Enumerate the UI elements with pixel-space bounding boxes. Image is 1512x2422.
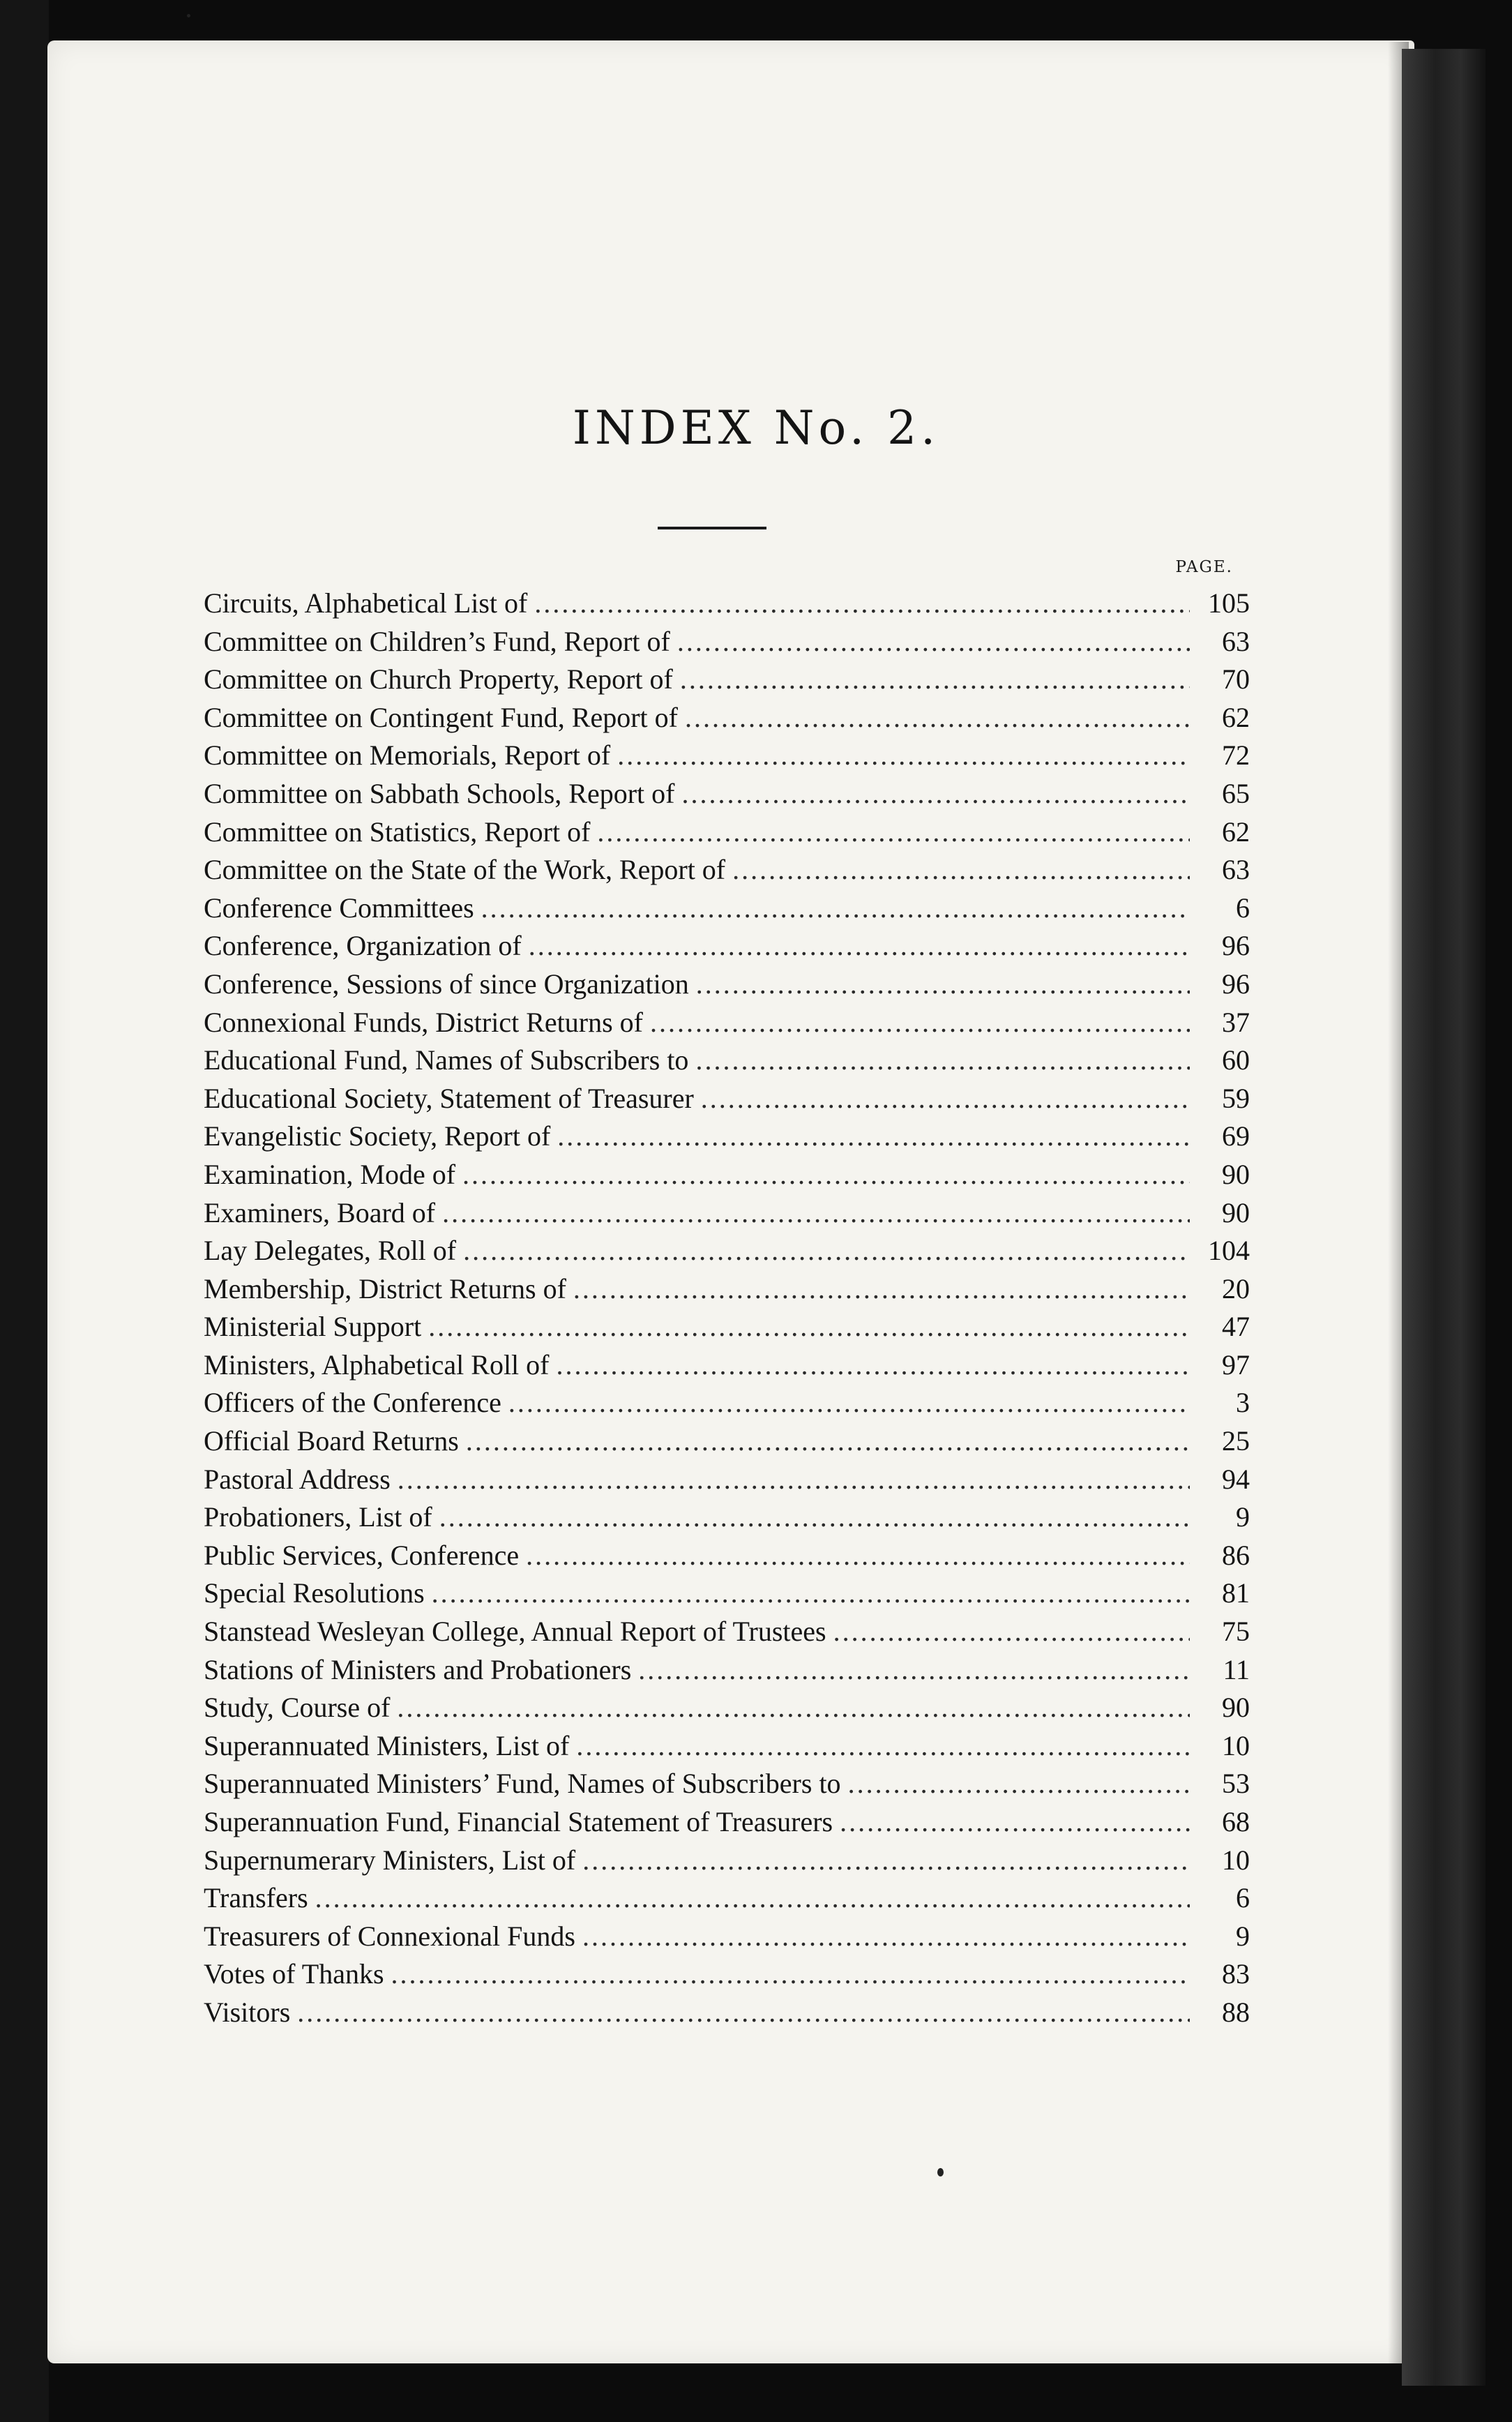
dot-leader: [695, 1046, 1190, 1074]
index-entry: [204, 1120, 1250, 1158]
dot-leader: [685, 704, 1190, 732]
index-entry: [204, 1234, 1250, 1272]
dot-leader: [557, 1351, 1190, 1379]
entry-page-number: 88: [1222, 1996, 1250, 2028]
entry-page-number: 20: [1222, 1272, 1250, 1304]
entry-page-number: 97: [1222, 1348, 1250, 1381]
entry-label: Public Services, Conference: [204, 1539, 520, 1571]
index-entry: [204, 1424, 1250, 1463]
page-title: INDEX No. 2.: [572, 401, 940, 455]
dot-leader: [617, 742, 1190, 769]
dot-leader: [439, 1503, 1190, 1531]
index-entry: [204, 1348, 1250, 1387]
entry-label: Committee on Memorials, Report of: [204, 739, 611, 772]
entry-page-number: 96: [1222, 930, 1250, 962]
entry-page-number: 3: [1236, 1387, 1250, 1419]
entry-label: Stations of Ministers and Probationers: [204, 1653, 632, 1685]
dot-leader: [696, 970, 1190, 998]
entry-page-number: 90: [1222, 1692, 1250, 1724]
index-entry: [204, 1158, 1250, 1196]
index-entry: [204, 815, 1250, 854]
dot-leader: [677, 628, 1190, 656]
dot-leader: [398, 1466, 1190, 1494]
dot-leader: [650, 1009, 1190, 1037]
index-entry: [204, 1615, 1250, 1653]
dot-leader: [432, 1579, 1190, 1607]
entry-label: Official Board Returns: [204, 1425, 459, 1457]
entry-label: Ministerial Support: [204, 1311, 422, 1343]
dot-leader: [526, 1542, 1190, 1570]
index-entry: [204, 1500, 1250, 1539]
entry-page-number: 70: [1222, 663, 1250, 695]
entry-page-number: 25: [1222, 1425, 1250, 1457]
entry-label: Stanstead Wesleyan College, Annual Report of Trustees: [204, 1616, 826, 1648]
dot-leader: [576, 1732, 1190, 1760]
entry-label: Membership, District Returns of: [204, 1272, 566, 1304]
index-entry: [204, 1386, 1250, 1424]
entry-label: Conference Committees: [204, 892, 474, 924]
entry-label: Superannuation Fund, Financial Statement of Treasurers: [204, 1806, 833, 1837]
entry-page-number: 9: [1236, 1501, 1250, 1533]
index-entry: [204, 1729, 1250, 1768]
index-entry: [204, 1920, 1250, 1958]
ink-speck: [937, 2168, 944, 2176]
entry-label: Examiners, Board of: [204, 1196, 436, 1228]
index-entry: [204, 968, 1250, 1006]
entry-label: Committee on Children’s Fund, Report of: [204, 625, 670, 657]
entry-label: Committee on Sabbath Schools, Report of: [204, 777, 675, 809]
title-rule: [658, 527, 766, 529]
index-entry: [204, 1767, 1250, 1805]
entry-label: Pastoral Address: [204, 1463, 391, 1495]
index-entry: [204, 1310, 1250, 1348]
dot-leader: [534, 589, 1190, 617]
index-entry: [204, 929, 1250, 968]
dot-leader: [680, 665, 1190, 693]
index-entry: [204, 1196, 1250, 1235]
entry-label: Committee on Contingent Fund, Report of: [204, 701, 678, 733]
entry-page-number: 69: [1222, 1120, 1250, 1152]
entry-page-number: 90: [1222, 1158, 1250, 1190]
dot-leader: [557, 1122, 1190, 1150]
entry-label: Special Resolutions: [204, 1577, 425, 1609]
entry-label: Supernumerary Ministers, List of: [204, 1844, 576, 1876]
dot-leader: [463, 1237, 1190, 1265]
entry-label: Officers of the Conference: [204, 1387, 501, 1419]
dot-leader: [582, 1846, 1190, 1874]
entry-page-number: 72: [1222, 739, 1250, 772]
entry-label: Committee on Statistics, Report of: [204, 815, 591, 848]
entry-page-number: 10: [1222, 1729, 1250, 1761]
dot-leader: [397, 1694, 1190, 1722]
dot-leader: [442, 1199, 1190, 1227]
dot-leader: [582, 1923, 1190, 1950]
book-edge: [1402, 49, 1485, 2386]
entry-page-number: 6: [1236, 892, 1250, 924]
entry-label: Lay Delegates, Roll of: [204, 1235, 457, 1267]
entry-page-number: 63: [1222, 625, 1250, 657]
entry-label: Educational Fund, Names of Subscribers to: [204, 1044, 689, 1076]
entry-page-number: 68: [1222, 1806, 1250, 1837]
entry-label: Committee on the State of the Work, Report of: [204, 854, 726, 886]
index-entry: [204, 739, 1250, 777]
entry-label: Educational Society, Statement of Treasurer: [204, 1082, 694, 1114]
dot-leader: [732, 856, 1190, 884]
entry-page-number: 62: [1222, 701, 1250, 733]
entry-label: Circuits, Alphabetical List of: [204, 587, 528, 619]
entry-page-number: 63: [1222, 854, 1250, 886]
dot-leader: [428, 1313, 1190, 1341]
index-entry: [204, 1996, 1250, 2034]
dot-leader: [573, 1275, 1190, 1303]
entry-label: Evangelistic Society, Report of: [204, 1120, 551, 1152]
dot-leader: [391, 1960, 1190, 1988]
dot-leader: [682, 780, 1190, 808]
dot-leader: [481, 894, 1190, 922]
entry-label: Committee on Church Property, Report of: [204, 663, 673, 695]
entry-page-number: 104: [1208, 1235, 1250, 1267]
entry-label: Superannuated Ministers, List of: [204, 1729, 570, 1761]
entry-page-number: 105: [1208, 587, 1250, 619]
index-entry: [204, 1044, 1250, 1082]
entry-label: Connexional Funds, District Returns of: [204, 1006, 643, 1038]
index-entry: [204, 701, 1250, 739]
index-entry: [204, 1272, 1250, 1311]
index-entry: [204, 777, 1250, 815]
entry-page-number: 6: [1236, 1882, 1250, 1914]
entry-page-number: 10: [1222, 1844, 1250, 1876]
dot-leader: [848, 1770, 1190, 1798]
entry-page-number: 86: [1222, 1539, 1250, 1571]
entry-label: Examination, Mode of: [204, 1158, 456, 1190]
dot-leader: [466, 1427, 1190, 1455]
dot-leader: [597, 818, 1190, 846]
entry-page-number: 60: [1222, 1044, 1250, 1076]
index-entry: [204, 1577, 1250, 1615]
page-column-header: PAGE.: [1175, 558, 1233, 576]
scan-left-edge: [0, 0, 49, 2422]
entry-label: Treasurers of Connexional Funds: [204, 1920, 575, 1952]
entry-page-number: 53: [1222, 1768, 1250, 1800]
entry-page-number: 83: [1222, 1958, 1250, 1990]
entry-page-number: 75: [1222, 1616, 1250, 1648]
entry-page-number: 81: [1222, 1577, 1250, 1609]
index-entry: [204, 663, 1250, 701]
entry-page-number: 90: [1222, 1196, 1250, 1228]
index-entry: [204, 1691, 1250, 1729]
dot-leader: [833, 1618, 1190, 1646]
index-list: [204, 587, 1250, 2034]
entry-page-number: 94: [1222, 1463, 1250, 1495]
entry-label: Conference, Sessions of since Organization: [204, 968, 689, 1000]
dot-leader: [315, 1884, 1190, 1912]
index-entry: [204, 1082, 1250, 1120]
entry-label: Probationers, List of: [204, 1501, 432, 1533]
dot-leader: [638, 1656, 1190, 1684]
index-entry: [204, 1957, 1250, 1996]
dot-leader: [701, 1085, 1190, 1113]
dot-leader: [529, 932, 1190, 960]
index-entry: [204, 1805, 1250, 1844]
entry-page-number: 96: [1222, 968, 1250, 1000]
index-entry: [204, 587, 1250, 625]
entry-label: Study, Course of: [204, 1692, 391, 1724]
entry-label: Superannuated Ministers’ Fund, Names of Subscribers to: [204, 1768, 841, 1800]
ink-speck: [187, 14, 190, 17]
entry-page-number: 11: [1223, 1653, 1250, 1685]
index-entry: [204, 625, 1250, 663]
index-entry: [204, 892, 1250, 930]
index-entry: [204, 1653, 1250, 1692]
entry-page-number: 65: [1222, 777, 1250, 809]
entry-page-number: 37: [1222, 1006, 1250, 1038]
entry-label: Ministers, Alphabetical Roll of: [204, 1348, 550, 1381]
index-entry: [204, 853, 1250, 892]
entry-label: Votes of Thanks: [204, 1958, 384, 1990]
dot-leader: [462, 1161, 1190, 1189]
dot-leader: [508, 1389, 1190, 1417]
entry-label: Conference, Organization of: [204, 930, 522, 962]
dot-leader: [840, 1808, 1190, 1836]
entry-label: Transfers: [204, 1882, 308, 1914]
index-entry: [204, 1006, 1250, 1044]
dot-leader: [297, 1999, 1190, 2026]
index-entry: [204, 1539, 1250, 1577]
entry-page-number: 62: [1222, 815, 1250, 848]
entry-label: Visitors: [204, 1996, 291, 2028]
index-entry: [204, 1844, 1250, 1882]
index-entry: [204, 1463, 1250, 1501]
entry-page-number: 59: [1222, 1082, 1250, 1114]
entry-page-number: 47: [1222, 1311, 1250, 1343]
entry-page-number: 9: [1236, 1920, 1250, 1952]
index-entry: [204, 1881, 1250, 1920]
